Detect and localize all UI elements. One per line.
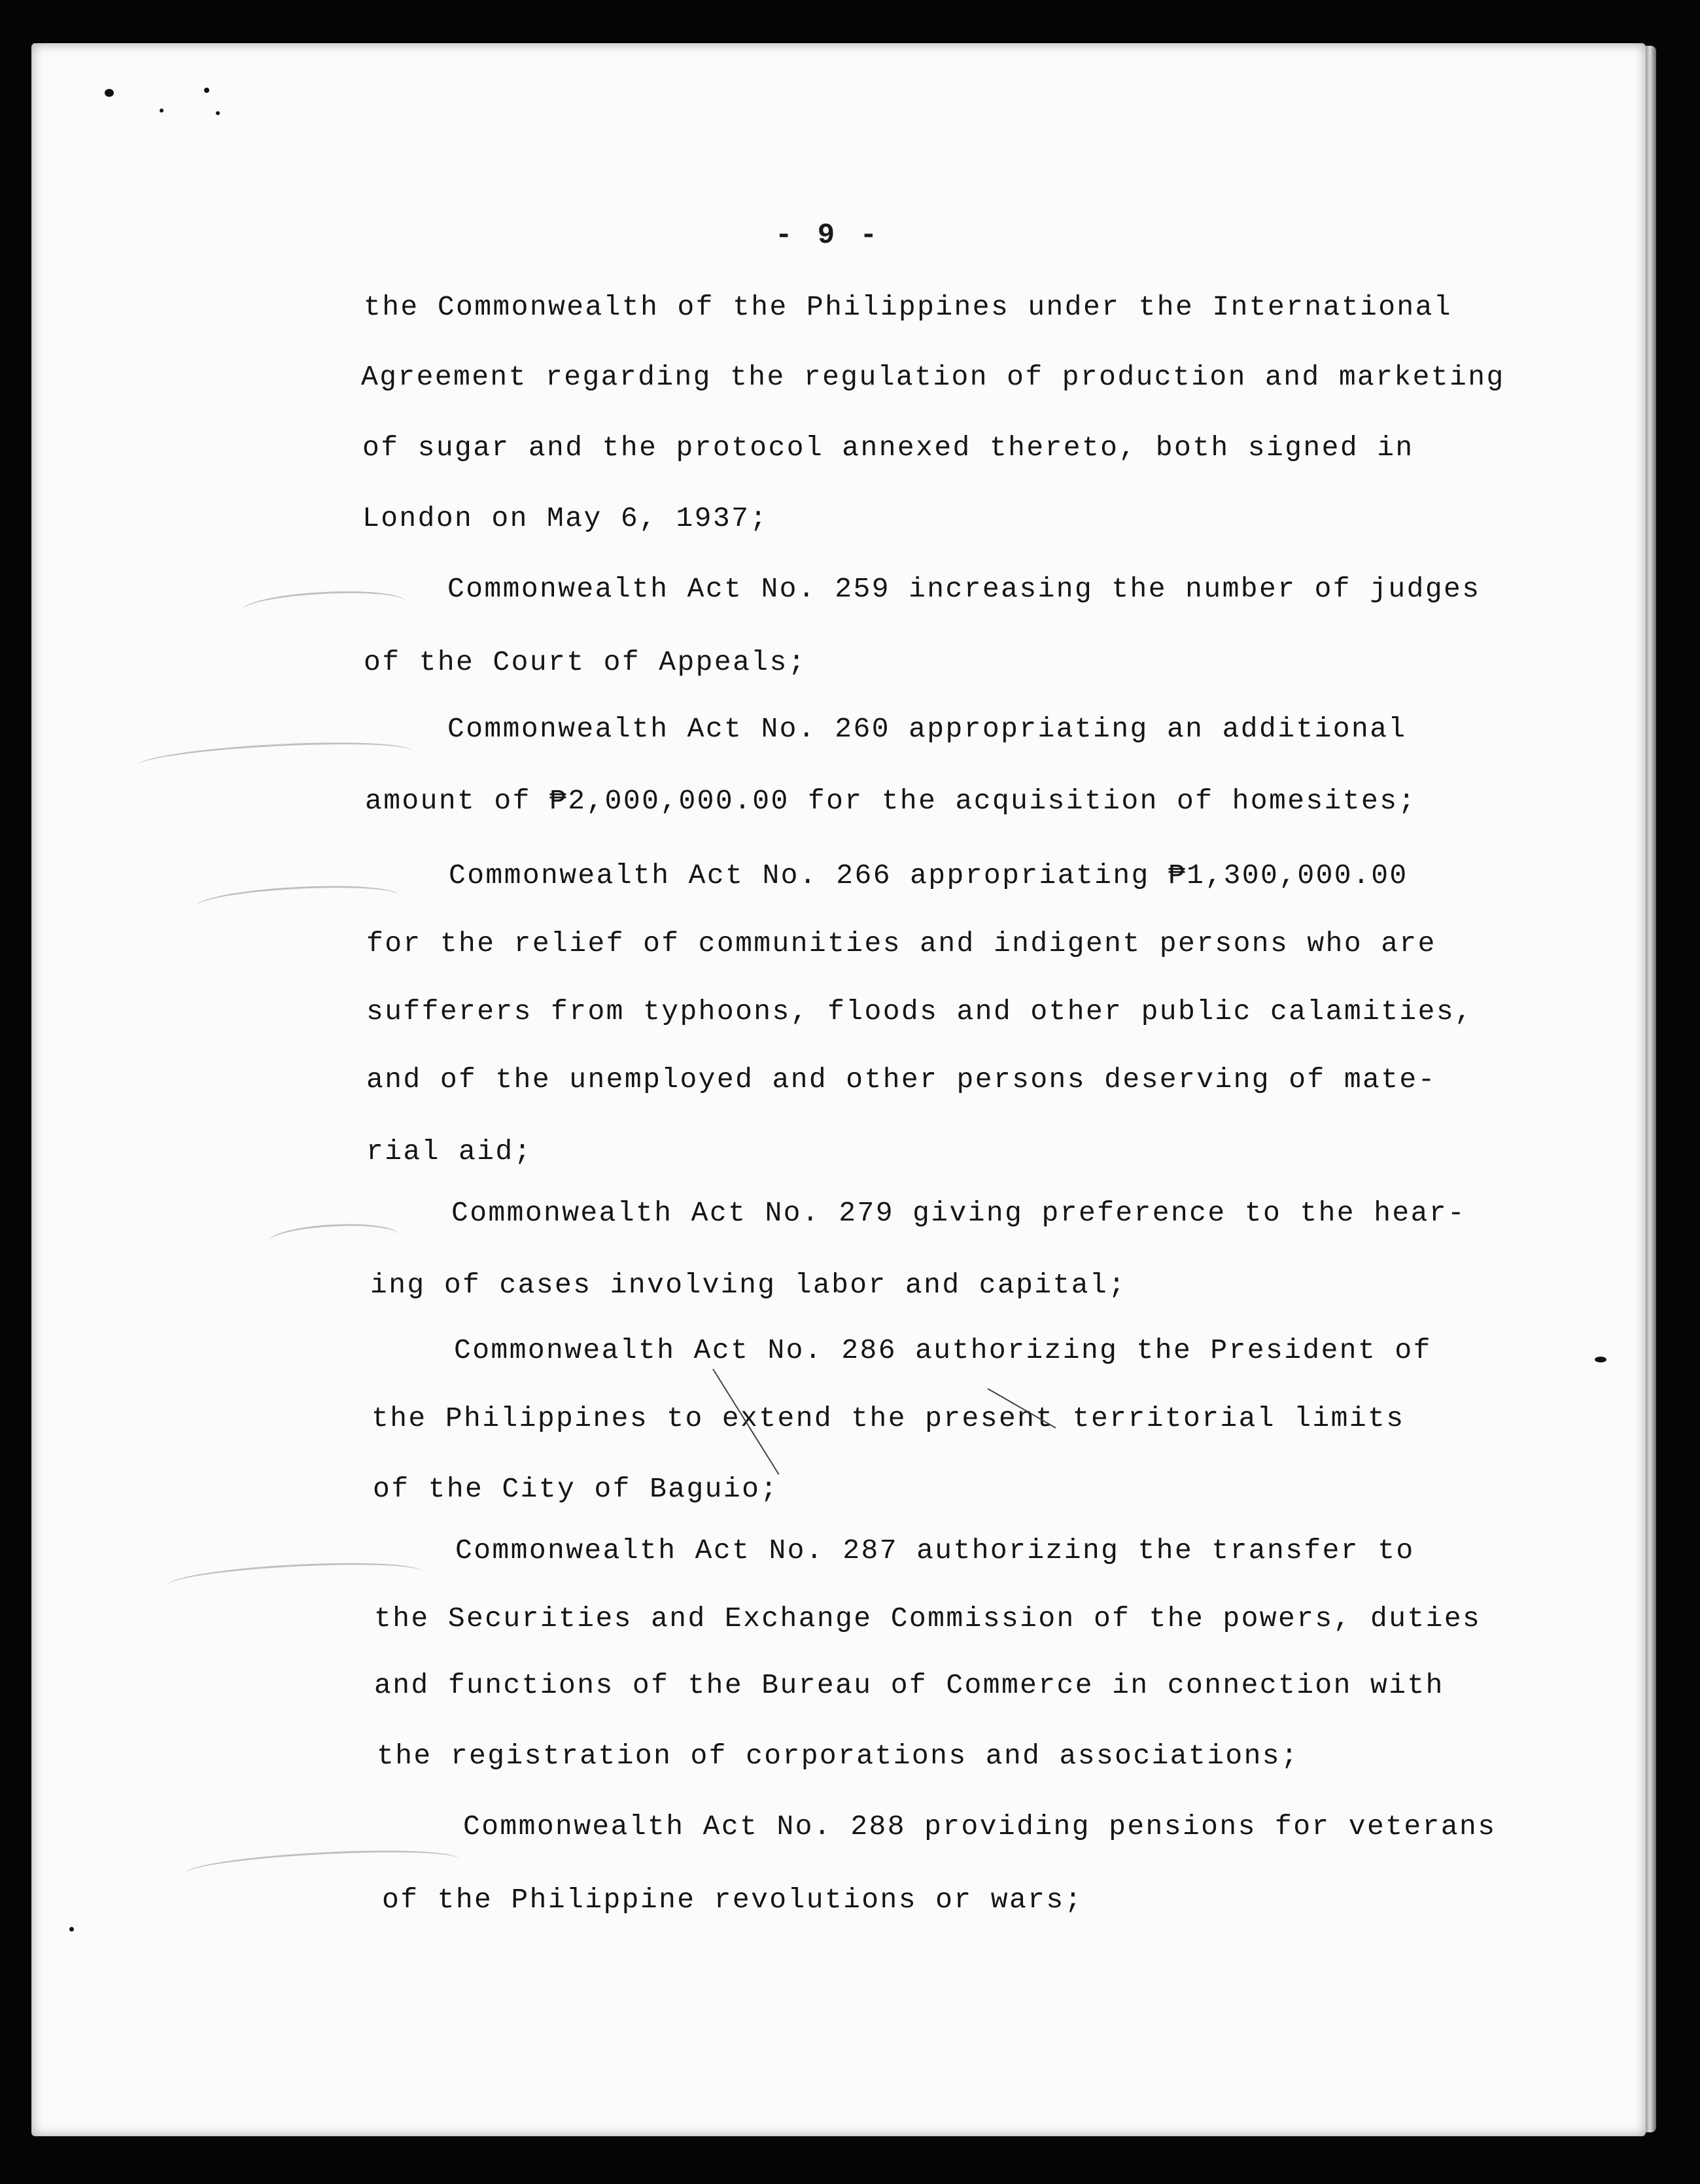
text-line: Commonwealth Act No. 259 increasing the number of judges [447,573,1481,605]
text-line: the Philippines to extend the present territorial limits [372,1402,1405,1434]
text-line: Commonwealth Act No. 286 authorizing the President of [454,1334,1432,1366]
text-line: Commonwealth Act No. 287 authorizing the transfer to [455,1534,1415,1567]
text-line: the Securities and Exchange Commission of the powers, duties [374,1603,1482,1635]
text-line: Commonwealth Act No. 266 appropriating ₱1,300,000.00 [449,859,1408,892]
text-line: for the relief of communities and indigent persons who are [366,927,1436,960]
speck [69,1927,74,1932]
text-line: London on May 6, 1937; [362,502,769,534]
text-line: Commonwealth Act No. 288 providing pensions for veterans [463,1811,1497,1843]
text-line: Agreement regarding the regulation of production and marketing [361,361,1505,393]
text-line: amount of ₱2,000,000.00 for the acquisition of homesites; [365,785,1417,817]
speck [204,88,209,93]
text-line: sufferers from typhoons, floods and other public calamities, [366,996,1474,1028]
text-line: rial aid; [366,1135,532,1168]
text-line: of sugar and the protocol annexed thereto, both signed in [362,432,1414,464]
speck [160,109,164,113]
text-line: of the Court of Appeals; [364,646,807,678]
speck [216,111,220,115]
text-line: and of the unemployed and other persons deserving of mate- [366,1064,1436,1096]
text-line: of the Philippine revolutions or wars; [382,1884,1083,1916]
text-line: Commonwealth Act No. 260 appropriating an additional [447,713,1407,745]
text-line: the Commonwealth of the Philippines under the International [364,291,1453,323]
text-line: Commonwealth Act No. 279 giving preference to the hear- [451,1197,1466,1229]
text-line: and functions of the Bureau of Commerce in connection with [374,1669,1444,1701]
text-line: the registration of corporations and associations; [377,1740,1300,1772]
paper-edge [1646,46,1656,2132]
page-number: - 9 - [775,219,882,252]
text-line: of the City of Baguio; [373,1473,779,1505]
text-line: ing of cases involving labor and capital; [370,1269,1127,1301]
speck [1595,1357,1606,1362]
speck [105,89,114,97]
